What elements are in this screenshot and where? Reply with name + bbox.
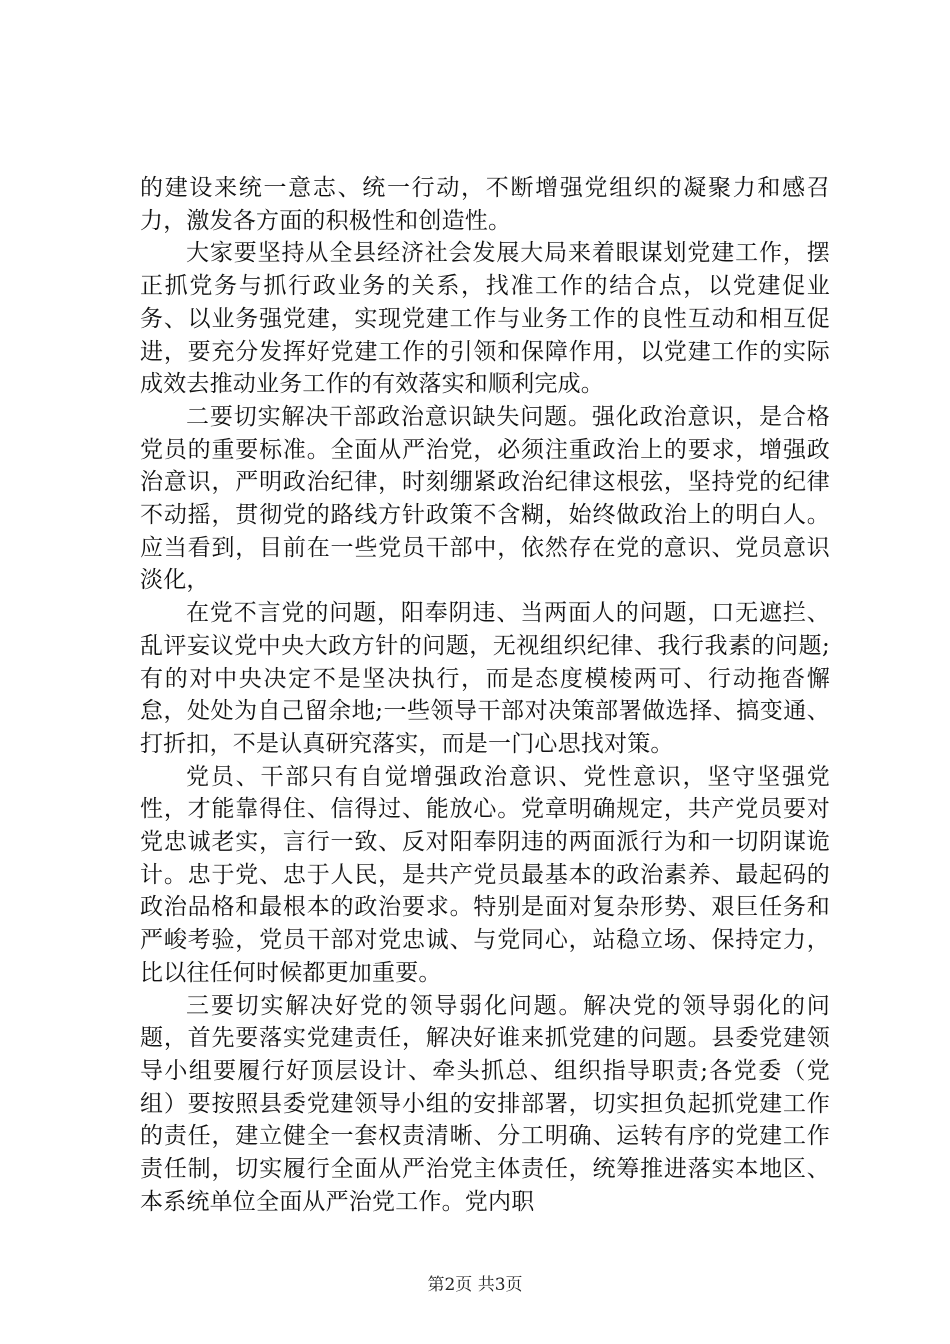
paragraph-party-leadership: 三要切实解决好党的领导弱化问题。解决党的领导弱化的问题，首先要落实党建责任，解决好谁来抓党建的问题。县委党建领导小组要履行好顶层设计、牵头抓总、组织指导职责;各党委（党组）要按照县委党建领导小组的安排部署，切实担负起抓党建工作的责任，建立健全一套权责清晰、分工明确、运转有序的党建工作责任制，切实履行全面从严治党主体责任，统筹推进落实本地区、本系统单位全面从严治党工作。党内职 — [140, 992, 830, 1215]
document-body — [140, 172, 830, 1219]
page-number-footer: 第2页 共3页 — [427, 1275, 523, 1295]
paragraph-problems-list: 在党不言党的问题，阳奉阴违、当两面人的问题，口无遮拦、乱评妄议党中央大政方针的问题，无视组织纪律、我行我素的问题;有的对中央决定不是坚决执行，而是态度模棱两可、行动拖沓懈怠，处处为自己留余地;一些领导干部对决策部署做选择、搞变通、打折扣，不是认真研究落实，而是一门心思找对策。 — [140, 600, 830, 757]
paragraph-party-building-overall: 大家要坚持从全县经济社会发展大局来着眼谋划党建工作，摆正抓党务与抓行政业务的关系，找准工作的结合点，以党建促业务、以业务强党建，实现党建工作与业务工作的良性互动和相互促进，要充分发挥好党建工作的引领和保障作用，以党建工作的实际成效去推动业务工作的有效落实和顺利完成。 — [140, 240, 830, 398]
paragraph-party-loyalty: 党员、干部只有自觉增强政治意识、党性意识，坚守坚强党性，才能靠得住、信得过、能放心。党章明确规定，共产党员要对党忠诚老实，言行一致、反对阳奉阴违的两面派行为和一切阴谋诡计。忠于党、忠于人民，是共产党员最基本的政治素养、最起码的政治品格和最根本的政治要求。特别是面对复杂形势、艰巨任务和严峻考验，党员干部对党忠诚、与党同心，站稳立场、保持定力，比以往任何时候都更加重要。 — [140, 763, 830, 986]
paragraph-political-awareness: 二要切实解决干部政治意识缺失问题。强化政治意识，是合格党员的重要标准。全面从严治党，必须注重政治上的要求，增强政治意识，严明政治纪律，时刻绷紧政治纪律这根弦，坚持党的纪律不动摇，贯彻党的路线方针政策不含糊，始终做政治上的明白人。应当看到，目前在一些党员干部中，依然存在党的意识、党员意识淡化， — [140, 403, 830, 594]
paragraph-continuation: 的建设来统一意志、统一行动，不断增强党组织的凝聚力和感召力，激发各方面的积极性和创造性。 — [140, 175, 830, 234]
